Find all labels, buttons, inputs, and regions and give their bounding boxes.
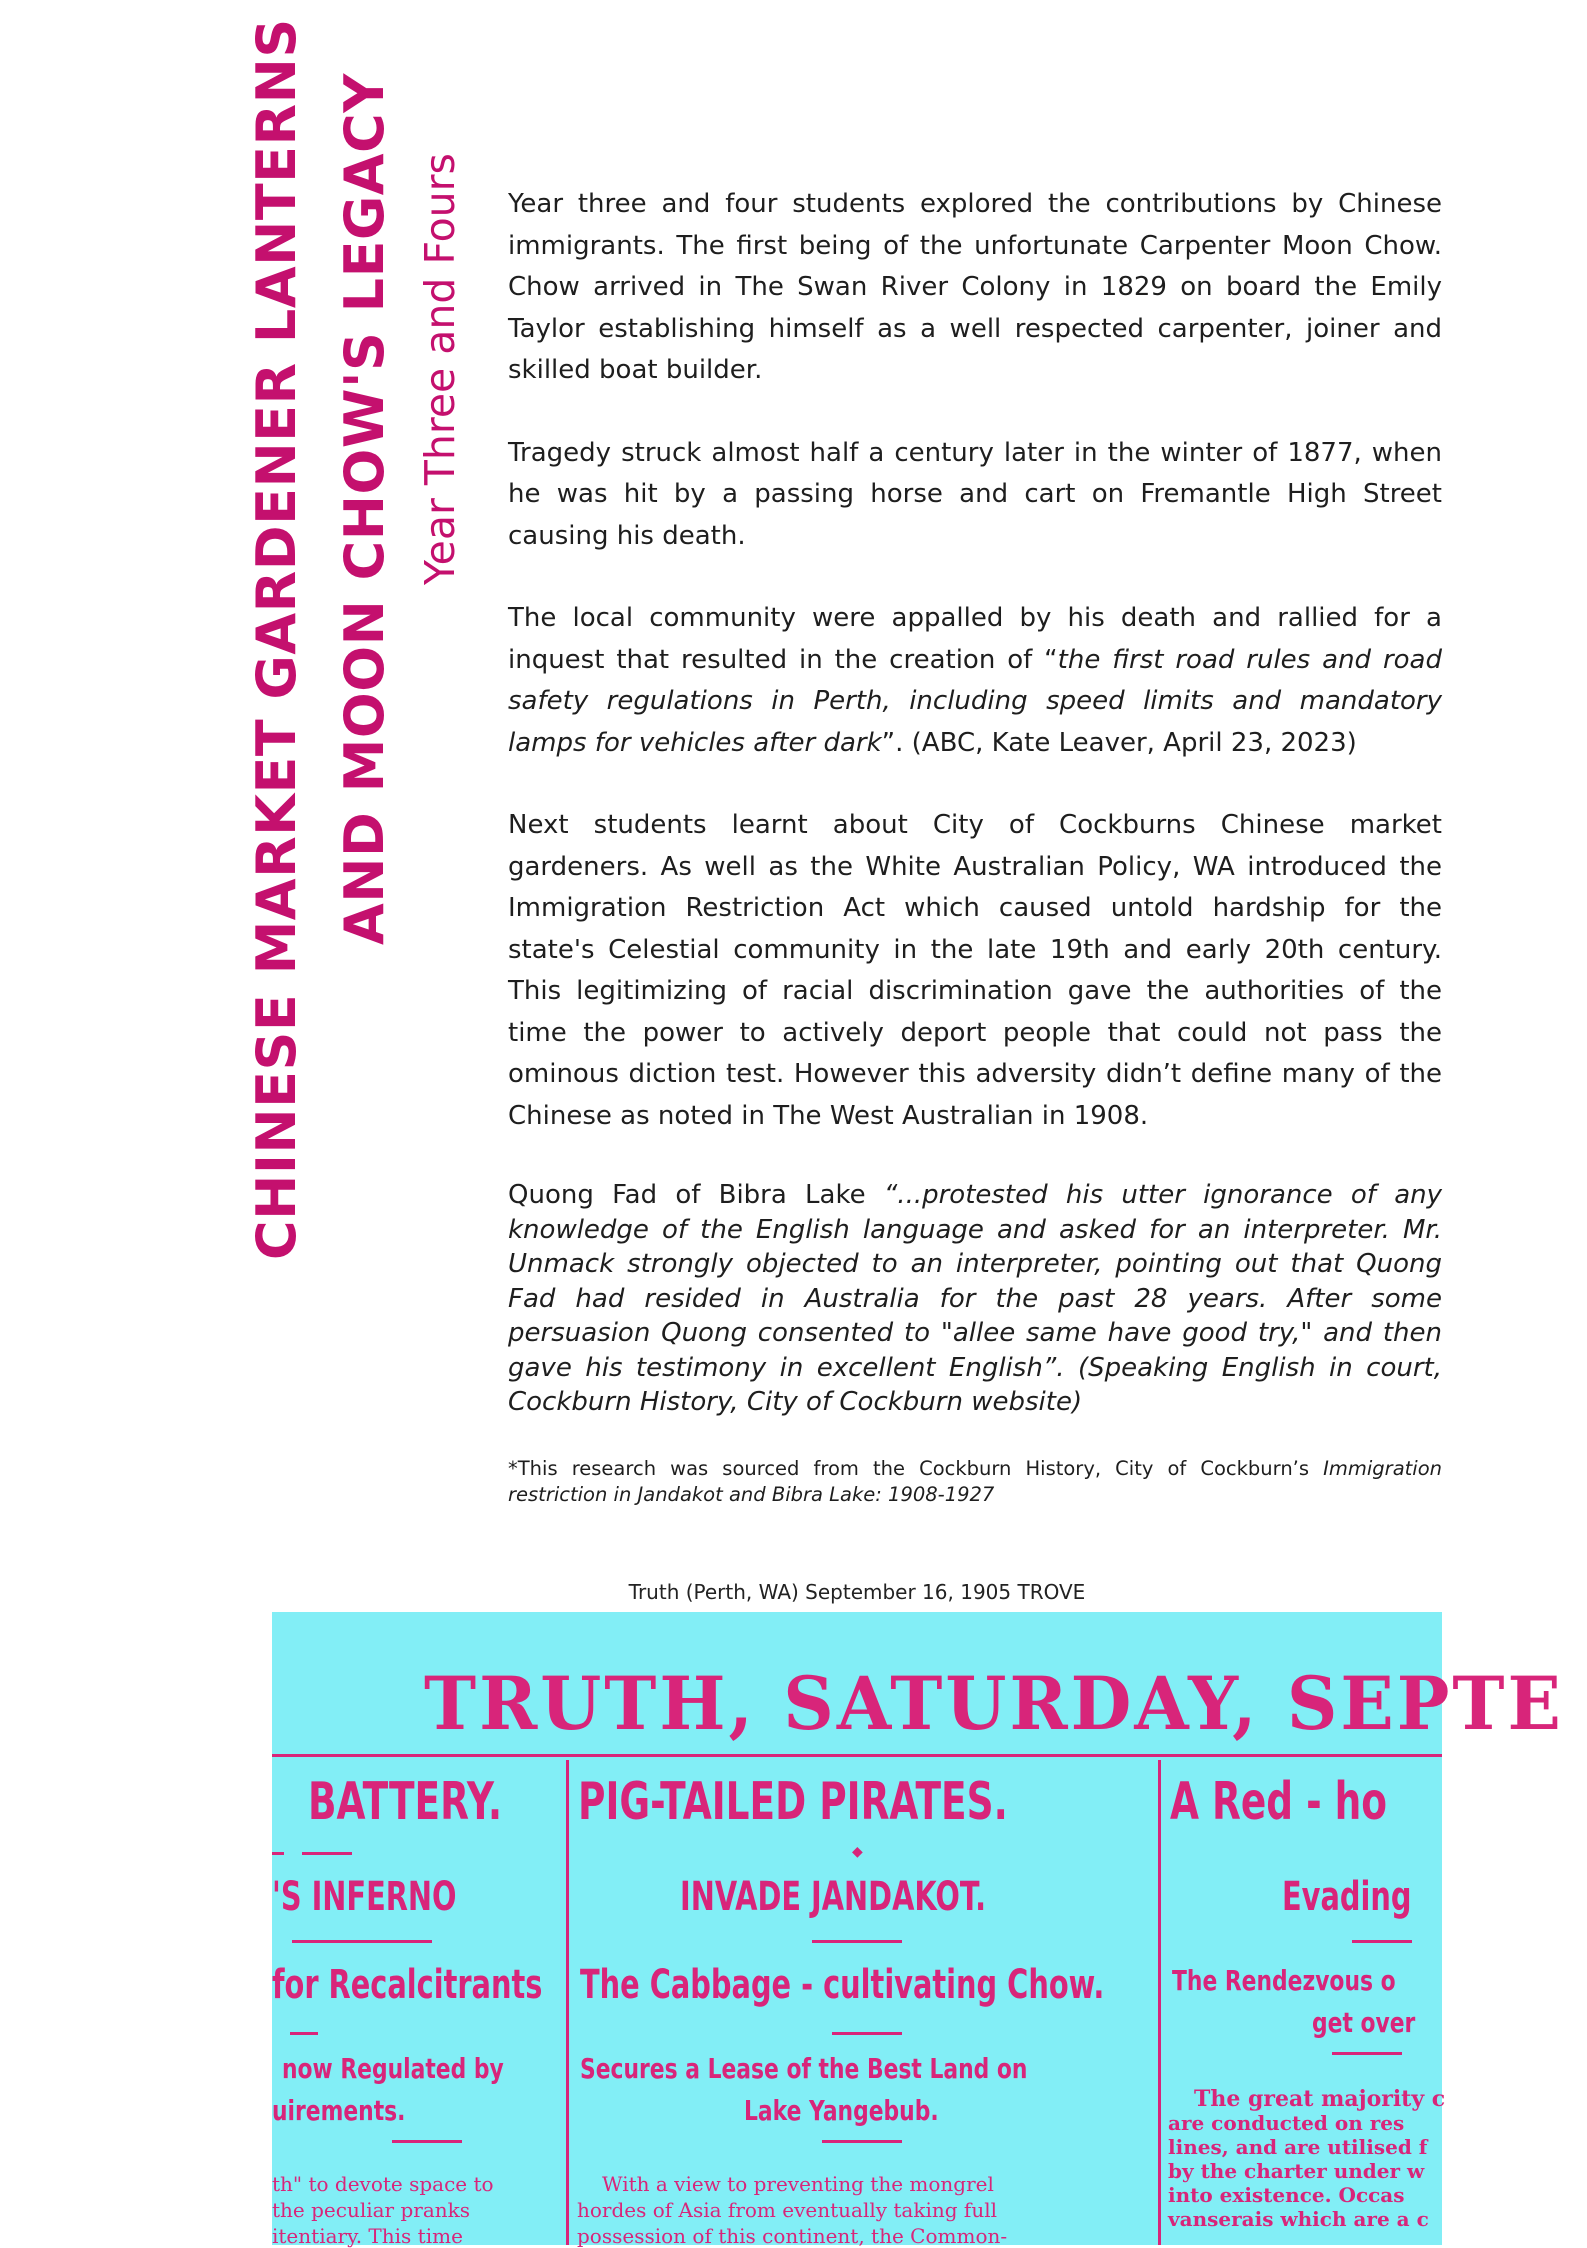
col2-body-1: With a view to preventing the mongrel [602,2172,994,2196]
col3-body-4: into existence. Occas [1168,2183,1405,2207]
col2-sub-2: The Cabbage - cultivating Chow. [580,1962,1105,2008]
footnote-text: *This research was sourced from the Cockburn History, City of Cockburn’s [508,1456,1324,1480]
col3-sub-2: The Rendezvous o [1172,1964,1396,1997]
col2-sub-3a: Secures a Lease of the Best Land on [580,2052,1028,2085]
paragraph-4: Next students learnt about City of Cockburns Chinese market gardeners. As well as the White Australian Policy, WA introduced the Immigration Restriction Act which caused untold hardship for the state's Celestial community in the late 19th and early 20th century. This legitimizing of racial discrimination gave the authorities of the time the power to actively deport people that could not pass the ominous diction test. However this adversity didn’t define many of the Chinese as noted in The West Australian in 1908. [508,810,1442,1131]
title-line-1: CHINESE MARKET GARDENER LANTERNS [245,18,308,1260]
footnote [508,1456,1442,1508]
image-caption: Truth (Perth, WA) September 16, 1905 TROVE [628,1580,1086,1604]
col3-rule-1 [1352,1940,1412,1943]
paragraph-5-quote: “...protested his utter ignorance of any knowledge of the English language and asked for an interpreter. Mr. Unmack strongly objected to an interpreter, pointing out that Quong Fad had resided in Australia for the past 28 years. After some persuasion Quong consented to "allee same have good try," and then gave his testimony in excellent English”. (Speaking English in court, Cockburn History, City of Cockburn website) [508,1180,1442,1417]
col3-rule-2 [1332,2052,1402,2055]
col1-sub-1: 'S INFERNO [272,1874,457,1920]
paragraph-3 [508,598,1442,764]
col2-rule-2 [832,2032,902,2035]
col2-body-2: hordes of Asia from eventually taking full [577,2198,997,2222]
col2-body-3: possession of this continent, the Common- [577,2224,1008,2248]
newspaper-clipping [272,1612,1564,2248]
col2-sub-1: INVADE JANDAKOT. [680,1874,987,1920]
col3-body-1: are conducted on res [1168,2111,1405,2135]
paragraph-5-text: Quong Fad of Bibra Lake [508,1180,884,1210]
col1-body-2: the peculiar pranks [272,2198,471,2222]
col1-body-1: th" to devote space to [272,2172,494,2196]
col1-rule-1 [302,1852,352,1855]
col2-rule-1 [812,1940,902,1943]
col1-body-3: itentiary. This time [272,2224,463,2248]
footnote-title: Immigration restriction in Jandakot and Bibra Lake: 1908-1927 [508,1456,1442,1506]
column-divider-1 [566,1760,569,2245]
paragraph-3-text: The local community were appalled by his death and rallied for a inquest that resulted in the creation of “ [508,603,1442,675]
col3-body-3: by the charter under w [1168,2159,1425,2183]
col1-headline: BATTERY. [308,1772,503,1832]
col1-sub-2: for Recalcitrants [272,1962,543,2008]
col1-rule-2 [292,1940,432,1943]
col1-rule-3 [290,2032,318,2035]
col3-sub-2b: get over [1312,2006,1416,2039]
paragraph-3-quote: the first road rules and road safety regulations in Perth, including speed limits and mandatory lamps for vehicles after dark [508,644,1442,758]
title-line-2: AND MOON CHOW'S LEGACY [333,73,396,945]
col1-sub-3a: now Regulated by [282,2052,504,2085]
col3-sub-1: Evading [1282,1874,1412,1920]
article-body [508,184,1442,1549]
col3-body-2: lines, and are utilised f [1168,2135,1428,2159]
paragraph-5 [508,1178,1442,1420]
paragraph-2: Tragedy struck almost half a century later in the winter of 1877, when he was hit by a passing horse and cart on Fremantle High Street causing his death. [508,437,1442,551]
col2-ornament: ◆ [852,1844,863,1860]
col2-sub-3b: Lake Yangebub. [744,2094,939,2127]
paragraph-1: Year three and four students explored the contributions by Chinese immigrants. The first being of the unfortunate Carpenter Moon Chow. Chow arrived in The Swan River Colony in 1829 on board the Emily Taylor establishing himself as a well respected carpenter, joiner and skilled boat builder. [508,189,1442,385]
col2-rule-3 [822,2140,902,2143]
col3-body-0: The great majority c [1194,2086,1446,2112]
col1-rule-1b [272,1852,284,1855]
col1-sub-3b: uirements. [272,2094,406,2127]
col1-rule-4 [392,2140,462,2143]
subtitle: Year Three and Fours [416,153,464,585]
paragraph-3-citation: ”. (ABC, Kate Leaver, April 23, 2023) [881,727,1357,758]
column-divider-2 [1158,1760,1161,2245]
clipping-masthead: TRUTH, SATURDAY, SEPTE [424,1659,1564,1748]
col2-headline: PIG-TAILED PIRATES. [578,1772,1008,1832]
col3-body-5: vanserais which are a c [1168,2207,1429,2231]
col3-headline: A Red - ho [1170,1772,1388,1832]
masthead-rule [272,1754,1442,1757]
